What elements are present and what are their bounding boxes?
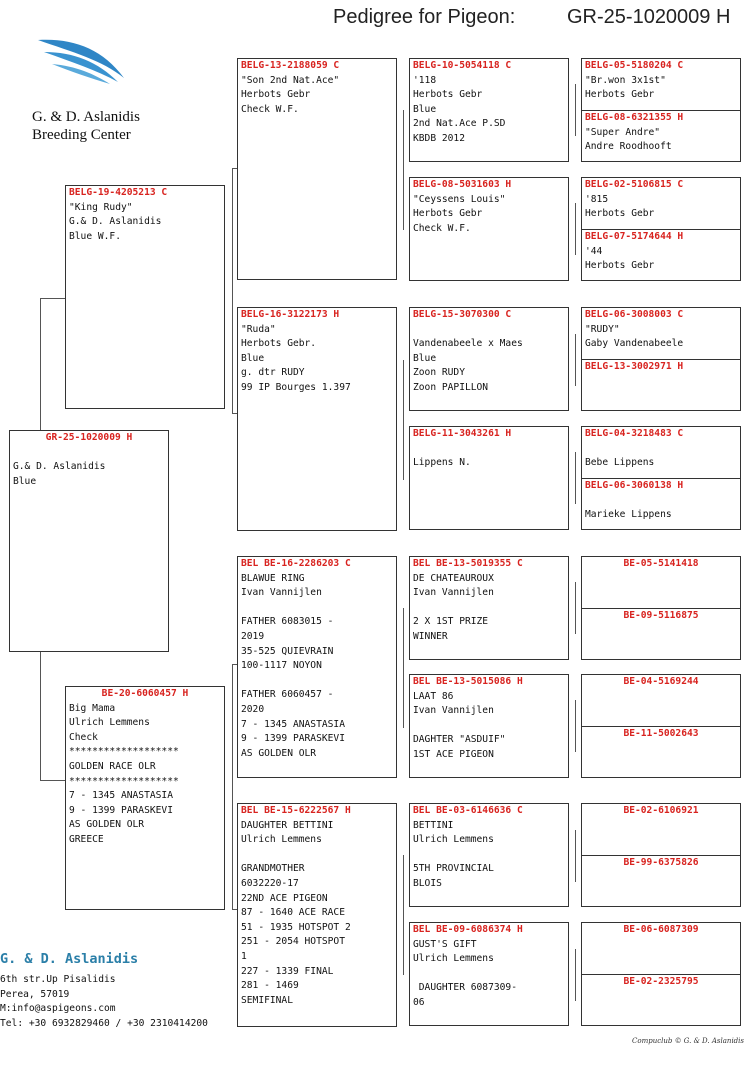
pedigree-line (413, 848, 565, 863)
dam-line: Check (69, 731, 98, 743)
ancestor-box (581, 307, 741, 360)
pedigree-line: GUST'S GIFT (413, 938, 477, 950)
pedigree-line: LAAT 86 (413, 690, 454, 702)
great-grandparent-ring: BELG-10-5054118 C (413, 60, 512, 71)
pedigree-line (413, 442, 565, 457)
pedigree-line: 227 - 1339 FINAL (241, 965, 334, 977)
ancestor-box (581, 177, 741, 230)
pigeon-line: G.& D. Aslanidis (13, 461, 106, 473)
pedigree-line: "Br.won 3x1st" (585, 74, 666, 86)
breeder-address (0, 973, 208, 1031)
ancestor-box (581, 229, 741, 281)
pedigree-line: WINNER (413, 630, 448, 642)
center-name-line2: Breeding Center (32, 127, 131, 143)
pigeon-line: Blue (13, 475, 37, 487)
address-line: 6th str.Up Pisalidis (0, 974, 116, 985)
pedigree-line: 1 (241, 950, 247, 962)
grandparent-box (237, 803, 397, 1027)
pedigree-line: Andre Roodhooft (585, 141, 672, 153)
pedigree-line (413, 601, 565, 616)
pedigree-line: AS GOLDEN OLR (241, 747, 317, 759)
title-ring: GR-25-1020009 H (567, 6, 731, 28)
great-grandparent-ring: BEL BE-09-6086374 H (413, 924, 523, 935)
ancestor-box (581, 556, 741, 609)
pedigree-line: BETTINI (413, 819, 454, 831)
pedigree-line: Herbots Gebr (585, 89, 655, 101)
pedigree-line: Check W.F. (241, 103, 299, 115)
ancestor-ring: BELG-06-3008003 C (585, 309, 684, 320)
great-grandparent-box (409, 803, 569, 907)
pedigree-line: KBDB 2012 (413, 132, 465, 144)
grandparent-ring: BEL BE-15-6222567 H (241, 805, 351, 816)
dam-ring: BE-20-6060457 H (101, 688, 189, 699)
pedigree-line: '118 (413, 74, 437, 86)
pedigree-line: 06 (413, 996, 425, 1008)
pedigree-line: 22ND ACE PIGEON (241, 892, 328, 904)
dam-line: AS GOLDEN OLR (69, 819, 145, 831)
ancestor-ring: BELG-04-3218483 C (585, 428, 684, 439)
pedigree-line: Gaby Vandenabeele (585, 338, 684, 350)
copyright-note: Compuclub © G. & D. Aslanidis (632, 1037, 744, 1045)
ancestor-ring: BE-99-6375826 (623, 857, 699, 868)
breeding-center-name (32, 108, 162, 144)
ancestor-box (581, 110, 741, 162)
grandparent-box (237, 58, 397, 280)
pedigree-line: 100-1117 NOYON (241, 660, 322, 672)
pedigree-line: SEMIFINAL (241, 994, 293, 1006)
pedigree-line: "Ruda" (241, 323, 276, 335)
pedigree-line: BLOIS (413, 877, 442, 889)
pedigree-line: Marieke Lippens (585, 509, 672, 521)
pedigree-line: 35-525 QUIEVRAIN (241, 645, 334, 657)
pedigree-line: 7 - 1345 ANASTASIA (241, 718, 345, 730)
pedigree-line: DAGHTER "ASDUIF" (413, 734, 506, 746)
dam-line: GOLDEN RACE OLR (69, 760, 156, 772)
pedigree-line: Zoon PAPILLON (413, 381, 489, 393)
center-name-line1: G. & D. Aslanidis (32, 109, 140, 125)
phone-line: Tel: +30 6932829460 / +30 2310414200 (0, 1017, 208, 1029)
pedigree-line: Ivan Vannijlen (413, 587, 494, 599)
pedigree-line: 251 - 2054 HOTSPOT (241, 936, 345, 948)
pedigree-line: Check W.F. (413, 222, 471, 234)
great-grandparent-ring: BEL BE-03-6146636 C (413, 805, 523, 816)
ancestor-ring: BE-11-5002643 (623, 728, 699, 739)
dam-line: Ulrich Lemmens (69, 717, 150, 729)
pedigree-line: Blue (413, 352, 437, 364)
pedigree-line: 6032220-17 (241, 877, 299, 889)
pedigree-line: 9 - 1399 PARASKEVI (241, 733, 345, 745)
pedigree-line: DAUGHTER 6087309- (413, 982, 517, 994)
pedigree-line: 87 - 1640 ACE RACE (241, 907, 345, 919)
great-grandparent-box (409, 426, 569, 530)
pedigree-line: Zoon RUDY (413, 367, 465, 379)
pedigree-line: FATHER 6083015 - (241, 616, 334, 628)
pedigree-line: FATHER 6060457 - (241, 689, 334, 701)
grandparent-ring: BELG-13-2188059 C (241, 60, 340, 71)
pedigree-line: Ivan Vannijlen (413, 705, 494, 717)
pedigree-line: Blue (241, 352, 265, 364)
pedigree-line (413, 323, 565, 338)
pedigree-line: Vandenabeele x Maes (413, 338, 523, 350)
grandparent-box (237, 307, 397, 531)
address-line: Perea, 57019 (0, 988, 70, 1000)
dam-line: Big Mama (69, 702, 116, 714)
sire-ring: BELG-19-4205213 C (69, 187, 168, 198)
pedigree-line: 1ST ACE PIGEON (413, 748, 494, 760)
pedigree-line: '44 (585, 245, 603, 257)
pedigree-line: '815 (585, 193, 609, 205)
ancestor-ring: BE-09-5116875 (623, 610, 699, 621)
pigeon-ring: GR-25-1020009 H (45, 432, 133, 443)
ancestor-box (581, 922, 741, 975)
great-grandparent-box (409, 58, 569, 162)
pedigree-line (413, 719, 565, 734)
ancestor-ring: BELG-05-5180204 C (585, 60, 684, 71)
pedigree-line: 2 X 1ST PRIZE (413, 616, 489, 628)
pedigree-line: "RUDY" (585, 323, 620, 335)
pedigree-line (413, 967, 565, 982)
grandparent-box (237, 556, 397, 778)
pedigree-line: Herbots Gebr (413, 208, 483, 220)
pedigree-line: Herbots Gebr (413, 89, 483, 101)
ancestor-box (581, 478, 741, 530)
ancestor-ring: BE-06-6087309 (623, 924, 699, 935)
pedigree-line: Ulrich Lemmens (413, 953, 494, 965)
pedigree-line: "Ceyssens Louis" (413, 193, 506, 205)
pedigree-line: "Son 2nd Nat.Ace" (241, 74, 340, 86)
ancestor-ring: BE-02-2325795 (623, 976, 699, 987)
pedigree-line (585, 494, 737, 509)
ancestor-box (581, 426, 741, 479)
wing-logo-icon (32, 38, 127, 86)
pedigree-line: 2nd Nat.Ace P.SD (413, 118, 506, 130)
email-line: M:info@aspigeons.com (0, 1003, 116, 1015)
pedigree-line: Blue (413, 103, 437, 115)
ancestor-box (581, 359, 741, 411)
ancestor-ring: BELG-06-3060138 H (585, 480, 684, 491)
pedigree-line (585, 442, 737, 457)
pedigree-line: DAUGHTER BETTINI (241, 819, 334, 831)
great-grandparent-box (409, 307, 569, 411)
ancestor-ring: BE-05-5141418 (623, 558, 699, 569)
pedigree-line: BLAWUE RING (241, 572, 305, 584)
great-grandparent-box (409, 177, 569, 281)
pedigree-line: DE CHATEAUROUX (413, 572, 494, 584)
great-grandparent-box (409, 922, 569, 1026)
great-grandparent-ring: BEL BE-13-5015086 H (413, 676, 523, 687)
pedigree-line: Lippens N. (413, 457, 471, 469)
grandparent-ring: BELG-16-3122173 H (241, 309, 340, 320)
pedigree-line (241, 601, 393, 616)
ancestor-box (581, 58, 741, 111)
dam-box (65, 686, 225, 910)
sire-line: "King Rudy" (69, 201, 133, 213)
dam-line: 9 - 1399 PARASKEVI (69, 804, 173, 816)
ancestor-box (581, 974, 741, 1026)
pedigree-line: "Super Andre" (585, 126, 661, 138)
pedigree-line: Ulrich Lemmens (241, 834, 322, 846)
ancestor-box (581, 608, 741, 660)
ancestor-ring: BELG-07-5174644 H (585, 231, 684, 242)
dam-line: ******************* (69, 775, 179, 787)
ancestor-box (581, 855, 741, 907)
dam-line: ******************* (69, 746, 179, 758)
pigeon-line (13, 446, 165, 461)
pedigree-line: Herbots Gebr (585, 208, 655, 220)
pedigree-line: 2020 (241, 703, 265, 715)
great-grandparent-ring: BELG-11-3043261 H (413, 428, 512, 439)
great-grandparent-ring: BELG-15-3070300 C (413, 309, 512, 320)
pedigree-line: 5TH PROVINCIAL (413, 863, 494, 875)
pedigree-line: Ulrich Lemmens (413, 834, 494, 846)
great-grandparent-ring: BELG-08-5031603 H (413, 179, 512, 190)
pigeon-box (9, 430, 169, 652)
great-grandparent-ring: BEL BE-13-5019355 C (413, 558, 523, 569)
ancestor-box (581, 674, 741, 727)
pedigree-line: 281 - 1469 (241, 980, 299, 992)
great-grandparent-box (409, 674, 569, 778)
ancestor-ring: BE-02-6106921 (623, 805, 699, 816)
pedigree-line: Bebe Lippens (585, 457, 655, 469)
pedigree-line: 2019 (241, 630, 265, 642)
ancestor-ring: BELG-08-6321355 H (585, 112, 684, 123)
pedigree-line: GRANDMOTHER (241, 863, 305, 875)
pedigree-line: Herbots Gebr. (241, 338, 317, 350)
ancestor-ring: BELG-02-5106815 C (585, 179, 684, 190)
pedigree-line: 51 - 1935 HOTSPOT 2 (241, 921, 351, 933)
sire-box (65, 185, 225, 409)
ancestor-box (581, 803, 741, 856)
great-grandparent-box (409, 556, 569, 660)
pedigree-line (241, 674, 393, 689)
ancestor-ring: BELG-13-3002971 H (585, 361, 684, 372)
sire-line: Blue W.F. (69, 230, 121, 242)
ancestor-box (581, 726, 741, 778)
pedigree-line: 99 IP Bourges 1.397 (241, 381, 351, 393)
dam-line: 7 - 1345 ANASTASIA (69, 790, 173, 802)
ancestor-ring: BE-04-5169244 (623, 676, 699, 687)
pedigree-line: Herbots Gebr (585, 260, 655, 272)
dam-line: GREECE (69, 833, 104, 845)
pedigree-line (241, 848, 393, 863)
grandparent-ring: BEL BE-16-2286203 C (241, 558, 351, 569)
pedigree-line: Ivan Vannijlen (241, 587, 322, 599)
title-label: Pedigree for Pigeon: (333, 6, 516, 28)
pedigree-line: Herbots Gebr (241, 89, 311, 101)
breeder-footer-name: G. & D. Aslanidis (0, 951, 139, 967)
sire-line: G.& D. Aslanidis (69, 216, 162, 228)
pedigree-line: g. dtr RUDY (241, 367, 305, 379)
